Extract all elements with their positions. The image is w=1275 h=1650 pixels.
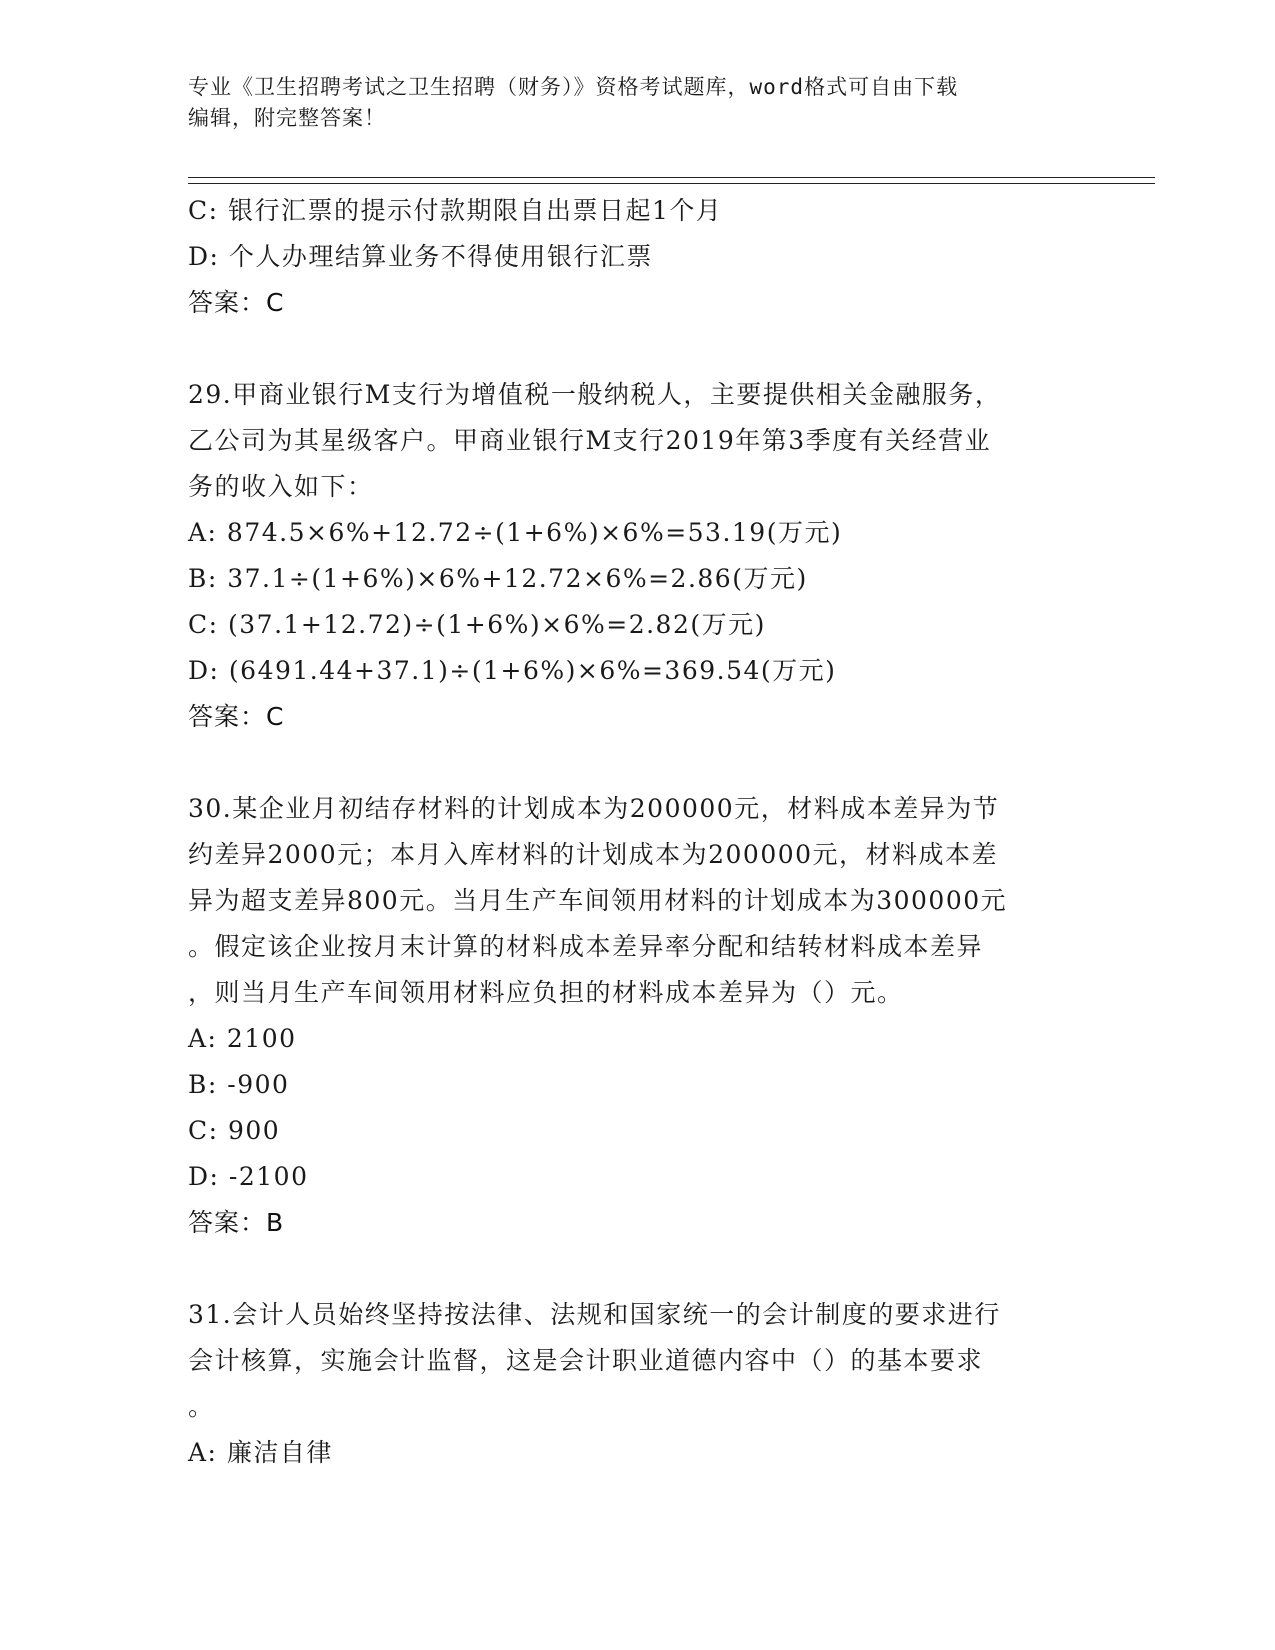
spacer bbox=[188, 326, 1088, 372]
header-line-2: 编辑，附完整答案！ bbox=[188, 106, 386, 130]
q29-option-b: B: 37.1÷(1+6%)×6%+12.72×6%=2.86(万元) bbox=[188, 564, 808, 593]
q29-option-a: A: 874.5×6%+12.72÷(1+6%)×6%=53.19(万元) bbox=[188, 518, 843, 547]
header-line-1: 专业《卫生招聘考试之卫生招聘（财务）》资格考试题库，word格式可自由下载 bbox=[188, 75, 959, 99]
question-content bbox=[188, 188, 1088, 1476]
q30-answer: 答案：B bbox=[188, 1208, 285, 1237]
spacer bbox=[188, 740, 1088, 786]
q29-option-d: D: (6491.44+37.1)÷(1+6%)×6%=369.54(万元) bbox=[188, 656, 837, 685]
q31-stem-line-3: 。 bbox=[188, 1392, 215, 1421]
q28-option-d: D: 个人办理结算业务不得使用银行汇票 bbox=[188, 242, 653, 271]
q29-option-c: C: (37.1+12.72)÷(1+6%)×6%=2.82(万元) bbox=[188, 610, 766, 639]
q31-stem-line-1: 31.会计人员始终坚持按法律、法规和国家统一的会计制度的要求进行 bbox=[188, 1300, 1001, 1329]
q30-stem-line-2: 约差异2000元；本月入库材料的计划成本为200000元，材料成本差 bbox=[188, 840, 999, 869]
q30-stem-line-3: 异为超支差异800元。当月生产车间领用材料的计划成本为300000元 bbox=[188, 886, 1008, 915]
q30-stem-line-1: 30.某企业月初结存材料的计划成本为200000元，材料成本差异为节 bbox=[188, 794, 1000, 823]
q30-option-b: B: -900 bbox=[188, 1070, 290, 1099]
q30-stem-line-5: ，则当月生产车间领用材料应负担的材料成本差异为（）元。 bbox=[188, 978, 904, 1007]
q30-option-d: D: -2100 bbox=[188, 1162, 309, 1191]
q29-stem-line-1: 29.甲商业银行M支行为增值税一般纳税人，主要提供相关金融服务， bbox=[188, 380, 1002, 409]
q28-option-c: C: 银行汇票的提示付款期限自出票日起1个月 bbox=[188, 196, 723, 225]
q29-stem-line-2: 乙公司为其星级客户。甲商业银行M支行2019年第3季度有关经营业 bbox=[188, 426, 992, 455]
q31-stem-line-2: 会计核算，实施会计监督，这是会计职业道德内容中（）的基本要求 bbox=[188, 1346, 984, 1375]
document-header bbox=[188, 72, 1088, 134]
spacer bbox=[188, 1246, 1088, 1292]
q29-stem-line-3: 务的收入如下： bbox=[188, 472, 374, 501]
q29-answer: 答案：C bbox=[188, 702, 285, 731]
q30-option-c: C: 900 bbox=[188, 1116, 281, 1145]
header-rule-bottom bbox=[188, 183, 1155, 184]
q30-stem-line-4: 。假定该企业按月末计算的材料成本差异率分配和结转材料成本差异 bbox=[188, 932, 984, 961]
q30-option-a: A: 2100 bbox=[188, 1024, 297, 1053]
q31-option-a: A: 廉洁自律 bbox=[188, 1438, 333, 1467]
q28-answer: 答案：C bbox=[188, 288, 285, 317]
header-rule-top bbox=[188, 177, 1155, 178]
